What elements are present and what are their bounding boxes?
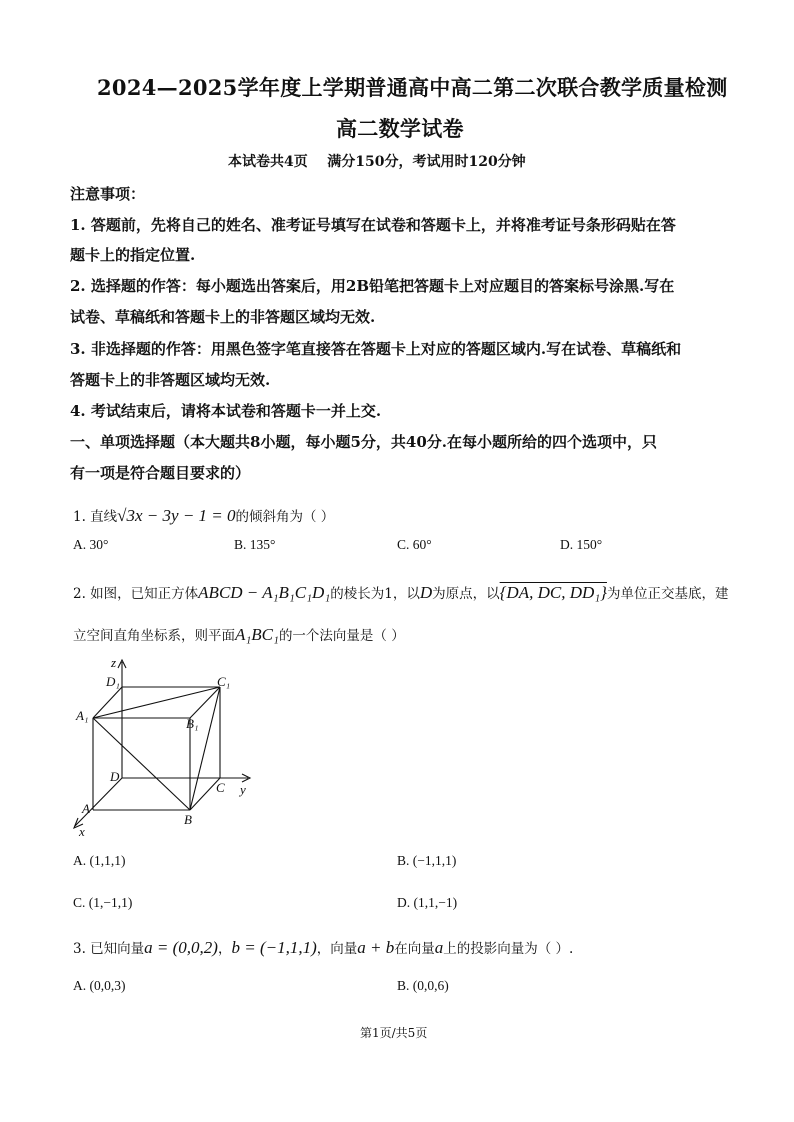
question-1-option-a: A. 30° xyxy=(73,537,109,552)
q3-target: a xyxy=(434,938,444,957)
question-2-option-c: C. (1,−1,1) xyxy=(73,895,133,910)
q3-sep: ， xyxy=(217,941,232,957)
note-3-line-1: 3. 非选择题的作答：用黑色签字笔直接答在答题卡上对应的答题区域内.写在试卷、草稿纸和 xyxy=(70,340,682,358)
edge-a1-c1 xyxy=(93,687,220,718)
q3-vector-a: a = (0,0,2) xyxy=(144,938,218,957)
section-heading-line-1: 一、单项选择题（本大题共8小题，每小题5分，共40分.在每小题所给的四个选项中，只 xyxy=(70,433,657,451)
q2-text-a: 2. 如图，已知正方体 xyxy=(73,586,199,602)
label-c: C xyxy=(216,780,225,795)
label-a1: A₁ xyxy=(76,708,89,723)
note-4: 4. 考试结束后，请将本试卷和答题卡一并上交. xyxy=(70,402,382,420)
section-heading-line-2: 有一项是符合题目要求的） xyxy=(70,464,251,482)
label-z: z xyxy=(111,655,117,670)
edge-a1-b xyxy=(93,718,190,810)
q2-cube-name: ABCD − A₁B₁C₁D₁ xyxy=(198,583,331,602)
label-d1: D₁ xyxy=(106,674,120,689)
note-2-line-2: 试卷、草稿纸和答题卡上的非答题区域均无效. xyxy=(70,308,376,326)
label-b1: B₁ xyxy=(186,716,199,731)
question-1-equation: √3x − 3y − 1 = 0 xyxy=(117,506,236,525)
notes-heading: 注意事项： xyxy=(70,185,146,203)
q2-plane: A₁BC₁ xyxy=(235,625,279,644)
cube-figure xyxy=(70,650,260,840)
question-2-line-1 xyxy=(73,582,728,603)
page-number: 第1页/共5页 xyxy=(360,1026,428,1040)
edge-d1-a1 xyxy=(93,687,122,718)
q2-text-d: 为单位正交基底，建 xyxy=(606,586,729,602)
label-d: D xyxy=(110,769,120,784)
label-b: B xyxy=(184,812,192,827)
question-2-option-d: D. (1,1,−1) xyxy=(397,895,458,910)
question-3-option-b: B. (0,0,6) xyxy=(397,978,449,993)
q2-text-b: 的棱长为1，以 xyxy=(330,586,420,602)
question-3-option-a: A. (0,0,3) xyxy=(73,978,126,993)
question-3 xyxy=(73,937,573,958)
edge-c1-b1 xyxy=(190,687,220,718)
label-c1: C₁ xyxy=(217,674,231,689)
label-y: y xyxy=(240,782,246,797)
note-3-line-2: 答题卡上的非答题区域均无效. xyxy=(70,371,271,389)
question-1-tail: 的倾斜角为（ ） xyxy=(235,509,335,525)
question-2-line-2 xyxy=(73,624,405,645)
question-1-option-c: C. 60° xyxy=(397,537,432,552)
note-2-line-1: 2. 选择题的作答：每小题选出答案后，用2B铅笔把答题卡上对应题目的答案标号涂黑.写在 xyxy=(70,277,675,295)
q2-basis: {DA, DC, DD₁} xyxy=(499,583,607,602)
q3-text-c: 在向量 xyxy=(394,941,435,957)
question-1-prefix: 1. 直线 xyxy=(73,509,118,525)
question-2-option-a: A. (1,1,1) xyxy=(73,853,126,868)
label-a: A xyxy=(82,801,90,816)
question-2-option-b: B. (−1,1,1) xyxy=(397,853,457,868)
question-1-option-d: D. 150° xyxy=(560,537,603,552)
note-1-line-1: 1. 答题前，先将自己的姓名、准考证号填写在试卷和答题卡上，并将准考证号条形码贴在答 xyxy=(70,216,676,234)
note-1-line-2: 题卡上的指定位置. xyxy=(70,246,196,264)
q3-sum: a + b xyxy=(357,938,395,957)
exam-info: 本试卷共4页 满分150分，考试用时120分钟 xyxy=(228,154,526,170)
question-1 xyxy=(73,505,334,526)
q3-vector-b: b = (−1,1,1) xyxy=(231,938,317,957)
q2-origin: D xyxy=(419,583,433,602)
q2-line2-a: 立空间直角坐标系，则平面 xyxy=(73,628,235,644)
exam-title: 2024—2025学年度上学期普通高中高二第二次联合教学质量检测 xyxy=(97,75,728,100)
exam-subtitle: 高二数学试卷 xyxy=(336,116,464,141)
q3-text-d: 上的投影向量为（ ）. xyxy=(443,941,574,957)
question-1-option-b: B. 135° xyxy=(234,537,276,552)
q2-line2-b: 的一个法向量是（ ） xyxy=(278,628,405,644)
q3-text-a: 3. 已知向量 xyxy=(73,941,145,957)
label-x: x xyxy=(79,824,85,839)
q2-text-c: 为原点，以 xyxy=(432,586,500,602)
q3-text-b: ，向量 xyxy=(316,941,358,957)
